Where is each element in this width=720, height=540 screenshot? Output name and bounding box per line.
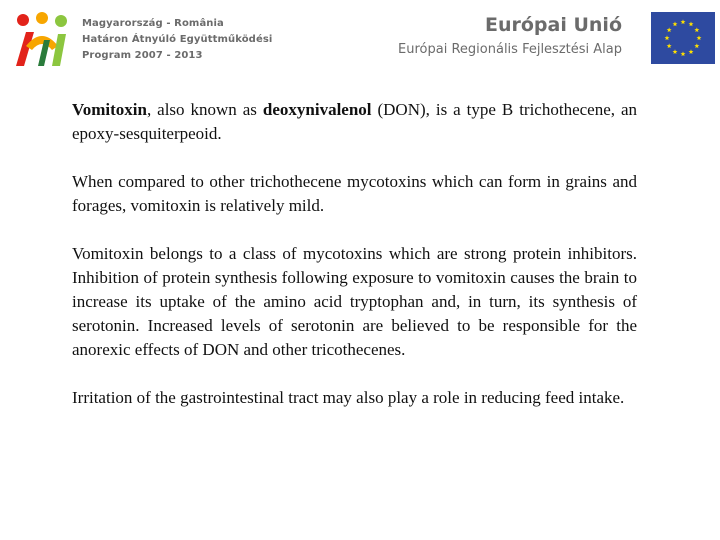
eu-title: Európai Unió <box>485 14 622 36</box>
program-name <box>82 16 272 64</box>
term-vomitoxin: Vomitoxin <box>72 100 147 119</box>
paragraph-mechanism: Vomitoxin belongs to a class of mycotoxins which are strong protein inhibitors. Inhibition of protein synthesis following exposure to vomitoxin causes the brain to increase its uptake of the amino acid tryptophan and, in turn, its synthesis of serotonin. Increased levels of serotonin are believed to be responsible for the anorexic effects of DON and other tricothecenes. <box>72 244 637 359</box>
program-line-3: Program 2007 - 2013 <box>82 50 203 61</box>
term-deoxynivalenol: deoxynivalenol <box>262 100 372 119</box>
paragraph-text: (DON), is a type B trichothecene, an epoxy-sesquiterpeoid. <box>72 100 638 143</box>
eu-subtitle: Európai Regionális Fejlesztési Alap <box>398 42 622 57</box>
hu-ro-program-logo <box>12 12 74 68</box>
program-line-2: Határon Átnyúló Együttműködési <box>82 34 273 45</box>
paragraph-definition <box>72 98 637 146</box>
eu-flag-icon <box>651 12 715 64</box>
document-body <box>72 98 637 434</box>
program-line-1: Magyarország - România <box>82 18 224 29</box>
paragraph-text: , also known as <box>146 100 263 119</box>
paragraph-comparison: When compared to other trichothecene mycotoxins which can form in grains and forages, vomitoxin is relatively mild. <box>72 172 637 215</box>
paragraph-irritation: Irritation of the gastrointestinal tract may also play a role in reducing feed intake. <box>72 388 625 407</box>
